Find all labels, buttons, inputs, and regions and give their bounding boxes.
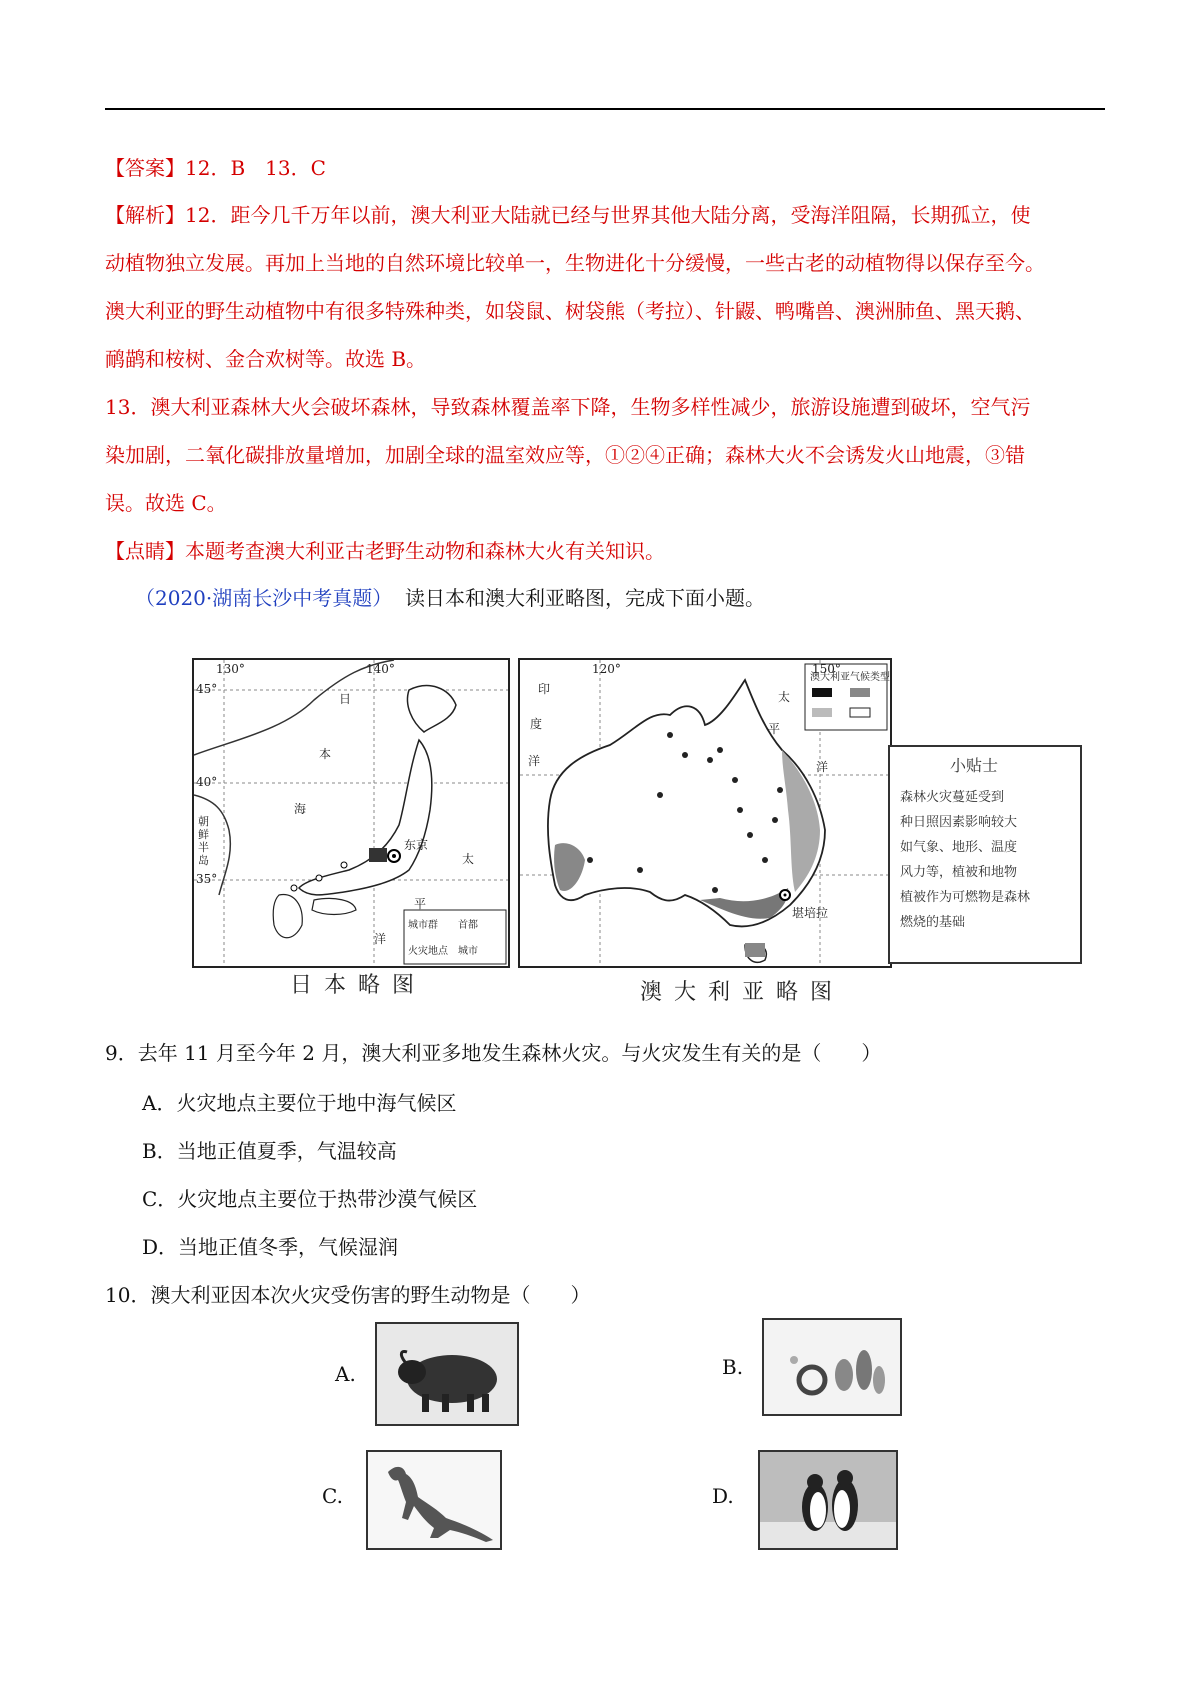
q9-option-c[interactable]: C．火灾地点主要位于热带沙漠气候区 xyxy=(142,1187,478,1211)
australia-map-drawing xyxy=(520,660,890,966)
japan-lat-40: 40° xyxy=(196,775,218,789)
japan-lon-140: 140° xyxy=(366,662,395,676)
coral-image[interactable] xyxy=(762,1318,902,1416)
ocean-label-yang-2: 洋 xyxy=(816,760,829,774)
japan-lat-35: 35° xyxy=(196,872,218,886)
climate-legend-title: 澳大利亚气候类型 xyxy=(810,672,890,683)
japan-lat-45: 45° xyxy=(196,682,218,696)
tip-line-6: 燃烧的基础 xyxy=(900,915,966,930)
q9-option-b[interactable]: B．当地正值夏季，气温较高 xyxy=(142,1139,397,1163)
sea-label-ben: 本 xyxy=(319,747,332,761)
comment-text: 本题考查澳大利亚古老野生动物和森林大火有关知识。 xyxy=(185,539,665,563)
canberra-label: 堪培拉 xyxy=(792,906,829,920)
ocean-label-yang: 洋 xyxy=(528,754,541,768)
sea-label-hai: 海 xyxy=(294,802,307,816)
analysis-line-3: 澳大利亚的野生动植物中有很多特殊种类，如袋鼠、树袋熊（考拉）、针鼹、鸭嘴兽、澳洲肺鱼、黑天鹅、 xyxy=(105,299,1035,323)
sea-label-yang: 洋 xyxy=(374,932,387,946)
yak-image[interactable] xyxy=(375,1322,519,1426)
tip-line-4: 风力等，植被和地物 xyxy=(900,865,1018,880)
legend-capital: 首都 xyxy=(458,920,478,931)
q9-stem: 9．去年 11 月至今年 2 月，澳大利亚多地发生森林火灾。与火灾发生有关的是（ ） xyxy=(105,1041,882,1065)
analysis-line-1: 【解析】12．距今几千万年以前，澳大利亚大陆就已经与世界其他大陆分离，受海洋阻隔，长期孤立，使 xyxy=(105,203,1031,227)
analysis-line-5: 13．澳大利亚森林大火会破坏森林，导致森林覆盖率下降，生物多样性减少，旅游设施遭到破坏，空气污 xyxy=(105,395,1031,419)
tip-line-5: 植被作为可燃物是森林 xyxy=(900,890,1031,905)
tokyo-label: 东京 xyxy=(404,838,429,852)
ocean-label-ping: 平 xyxy=(768,722,781,736)
header-rule xyxy=(105,108,1105,110)
sea-label-ri: 日 xyxy=(339,692,352,706)
aus-lon-150: 150° xyxy=(812,662,841,676)
legend-city: 城市 xyxy=(458,946,478,957)
legend-fire: 火灾地点 xyxy=(408,946,448,957)
tip-line-3: 如气象、地形、温度 xyxy=(900,840,1018,855)
analysis-line-4: 鸸鹋和桉树、金合欢树等。故选 B。 xyxy=(105,347,427,371)
answer-line xyxy=(105,145,1105,192)
analysis-tag: 【解析】 xyxy=(105,203,185,227)
answer-tag: 【答案】 xyxy=(105,156,185,180)
comment-tag: 【点睛】 xyxy=(105,539,185,563)
penguin-image[interactable] xyxy=(758,1450,898,1550)
source-line xyxy=(135,575,1135,622)
q10-option-c-label[interactable]: C. xyxy=(322,1484,343,1508)
kangaroo-image[interactable] xyxy=(366,1450,502,1550)
analysis-line-2: 动植物独立发展。再加上当地的自然环境比较单一，生物进化十分缓慢，一些古老的动植物得以保存至今。 xyxy=(105,251,1045,275)
q10-option-a-label[interactable]: A. xyxy=(335,1362,356,1386)
japan-map-caption: 日本略图 xyxy=(290,973,427,998)
japan-map xyxy=(192,658,510,968)
tip-line-2: 种日照因素影响较大 xyxy=(900,815,1018,830)
analysis-line-6: 染加剧，二氧化碳排放量增加，加剧全球的温室效应等，①②④正确；森林大火不会诱发火山地震，③错 xyxy=(105,443,1025,467)
australia-map-caption: 澳大利亚略图 xyxy=(640,980,845,1005)
q10-option-b-label[interactable]: B. xyxy=(722,1355,744,1379)
sea-label-ping: 平 xyxy=(414,897,427,911)
korea-label: 朝鲜半岛 xyxy=(198,815,209,867)
tip-title: 小贴士 xyxy=(950,756,999,775)
q10-stem: 10．澳大利亚因本次火灾受伤害的野生动物是（ ） xyxy=(105,1283,591,1307)
ocean-label-tai: 太 xyxy=(778,690,791,704)
aus-lon-120: 120° xyxy=(592,662,621,676)
analysis-line-7: 误。故选 C。 xyxy=(105,491,227,515)
source-text: 读日本和澳大利亚略图，完成下面小题。 xyxy=(404,586,765,610)
q9-option-d[interactable]: D．当地正值冬季，气候湿润 xyxy=(142,1235,399,1259)
q9-option-a[interactable]: A．火灾地点主要位于地中海气候区 xyxy=(142,1091,457,1115)
tip-box xyxy=(888,745,1082,964)
legend-city-cluster: 城市群 xyxy=(408,920,438,931)
ocean-label-du: 度 xyxy=(530,717,543,731)
comment-line xyxy=(105,528,1105,575)
ocean-label-yin: 印 xyxy=(538,682,551,696)
australia-map xyxy=(518,658,892,968)
tip-line-1: 森林火灾蔓延受到 xyxy=(900,790,1005,805)
source-tag: （2020·湖南长沙中考真题） xyxy=(135,586,393,610)
q10-option-d-label[interactable]: D. xyxy=(712,1484,734,1508)
sea-label-tai: 太 xyxy=(462,852,475,866)
answer-text: 12．B 13．C xyxy=(185,156,326,180)
japan-lon-130: 130° xyxy=(216,662,245,676)
